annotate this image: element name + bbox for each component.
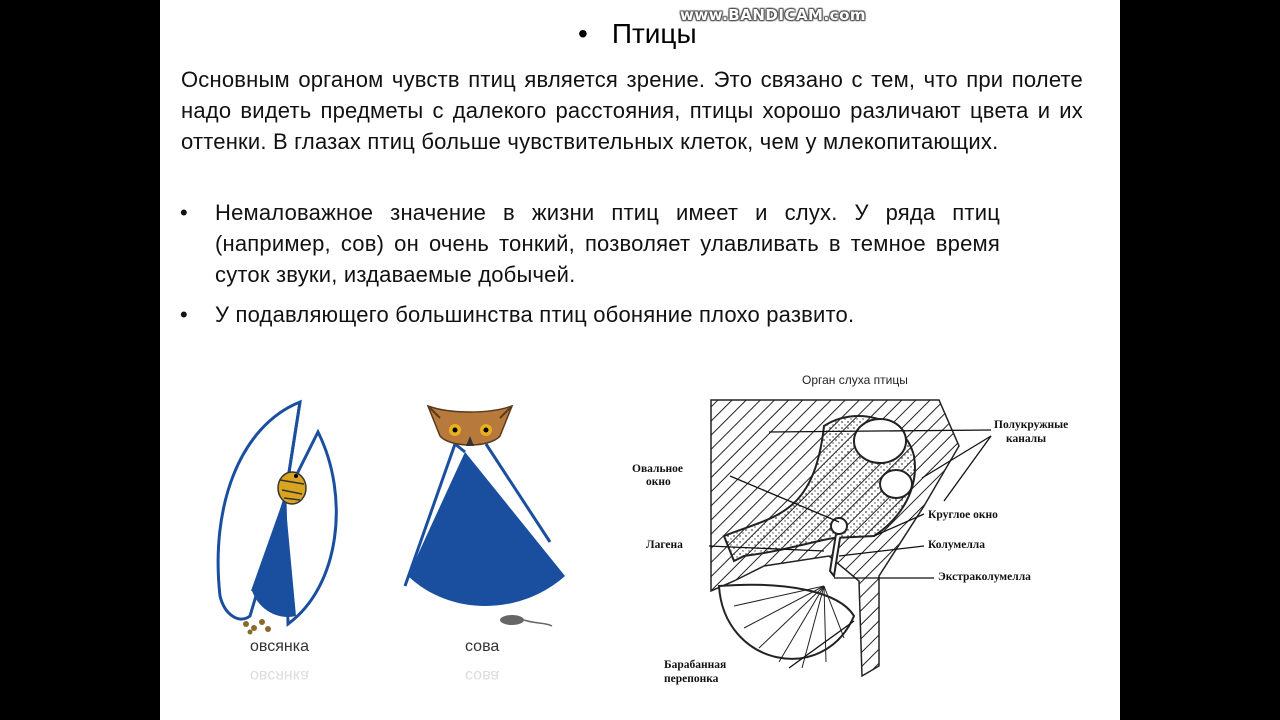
vision-fields-figure [200,366,630,720]
label-semicircular-2: каналы [1006,433,1047,445]
bird-ear-diagram [624,366,1094,696]
seeds-icon [243,619,271,635]
owl-icon [428,406,512,446]
bullet-text: У подавляющего большинства птиц обоняние плохо развито. [215,302,855,327]
intro-paragraph: Основным органом чувств птиц является зрение. Это связано с тем, что при полете надо видеть предметы с далекого расстояния, птицы хорошо различают цвета и их оттенки. В глазах птиц больше чувствительных клеток, чем у млекопитающих. [181,67,1083,154]
label-tympanic-1: Барабанная [664,659,727,671]
label-bunting-reflection: овсянка [250,667,309,684]
oval-window [831,518,847,534]
label-semicircular-1: Полукружные [994,419,1069,431]
label-bunting: овсянка [250,638,309,655]
mouse-icon [500,615,552,626]
label-round-window: Круглое окно [928,509,998,521]
label-oval-1: Овальное [632,463,684,475]
semicircular-canal [854,419,906,463]
bullet-smell [180,299,1000,330]
ear-diagram-title: Орган слуха птицы [802,373,908,387]
owl-vision-field [405,444,565,606]
label-oval-2: окно [646,476,671,488]
bullet-mark: • [180,200,188,225]
slide [160,0,1120,720]
label-columella: Колумелла [928,539,986,551]
bullet-mark: • [180,302,188,327]
title-text: Птицы [611,18,697,49]
bunting-icon [278,472,306,504]
label-tympanic-2: перепонка [664,673,719,685]
recorder-watermark: www.BANDICAM.com [680,6,867,24]
label-extracolumella: Экстраколумелла [938,571,1031,583]
bullet-text: Немаловажное значение в жизни птиц имеет и слух. У ряда птиц (например, сов) он очень тонкий, позволяет улавливать в темное время суток звуки, издаваемые добычей. [215,200,1000,287]
label-owl: сова [465,638,500,655]
bullet-hearing [180,197,1000,290]
semicircular-canal [880,470,912,498]
title-bullet: • [578,18,588,49]
label-lagena: Лагена [646,539,683,551]
label-owl-reflection: сова [465,667,500,684]
slide-title [578,18,697,50]
bunting-vision-field [218,402,336,624]
